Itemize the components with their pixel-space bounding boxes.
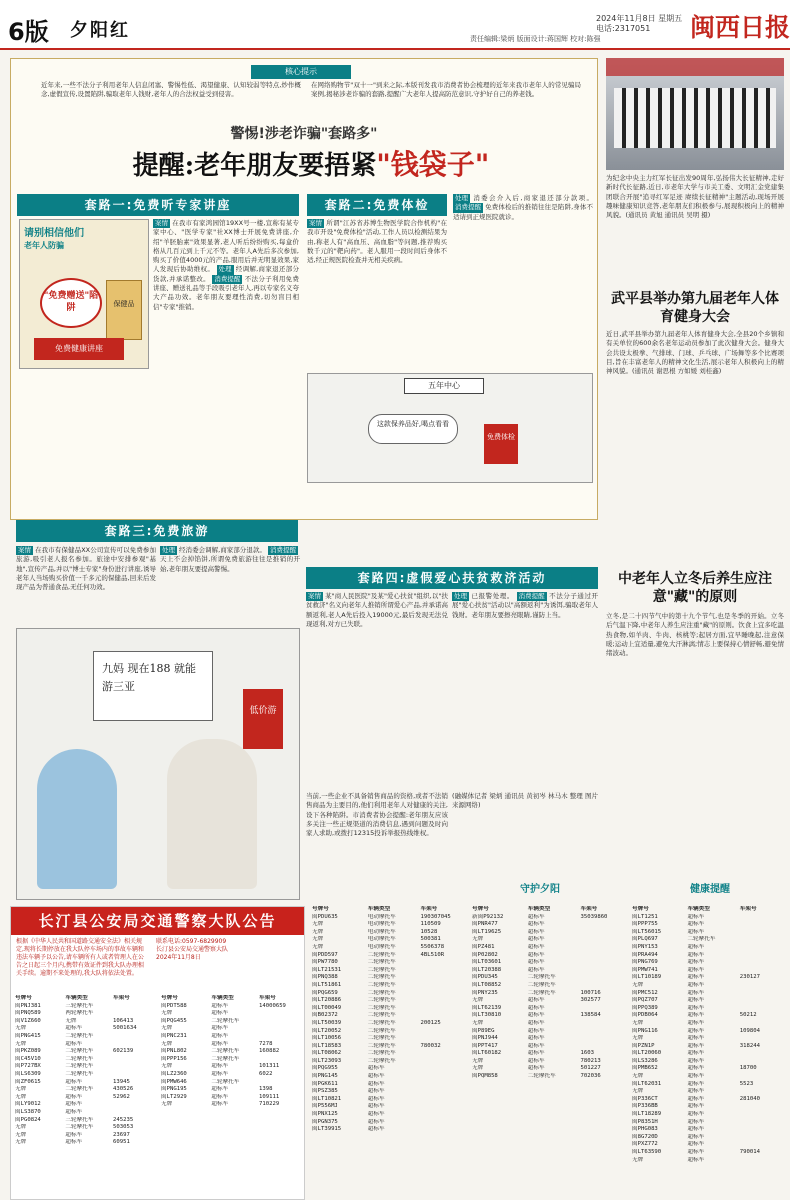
table-row: 无牌 超标车 23697	[15, 1131, 130, 1138]
table-row: 闽PQG955 超标车	[312, 1065, 385, 1072]
table-row: 闽P8351H 超标车	[632, 1118, 705, 1125]
section1-title: 套路一:免费听专家讲座	[17, 194, 299, 216]
section3-body-left: 案情 在我市有保健品XX公司宣传可以免费参加旅游,吸引老人报名参加。旅途中安排参观"基地",宣传产品,并以"博士专家"身份进行讲座,诱导老年人当场购买价值一千多元的保健品,回来后发现产品为普通食品,无任何功效。	[16, 546, 156, 592]
speech-bubble: 这款保养品好,喝点看看	[368, 414, 458, 444]
table-row: 闽LT03601 超标车	[472, 959, 545, 966]
table-row: 闽LT19625 超标车	[472, 928, 545, 935]
table-row: 闽PMC512 超标车	[632, 989, 705, 996]
table-row: 无牌 超标车 501227	[472, 1065, 601, 1072]
table-row: 闽LT08062 二轮摩托车	[312, 1050, 396, 1057]
table-row: 闽PMB652 超标车 18700	[632, 1065, 757, 1072]
table-row: 无牌 超标车	[15, 1040, 83, 1047]
table-row: 闽P336CT 超标车 281040	[632, 1095, 761, 1102]
section-title: 夕阳红	[70, 20, 130, 41]
table-row: 闽LT23093 二轮摩托车	[312, 1057, 396, 1064]
table-row: 闽LT10056 二轮摩托车	[312, 1035, 396, 1042]
vehicle-table-d	[472, 906, 627, 1200]
section3-body-right: 处理 经消委会调解,商家部分退款。 消费提醒天上不会掉馅饼,所谓免费旅游往往是推销的开始,老年朋友要提高警惕。	[160, 546, 300, 573]
clinic-sign: 五年中心	[404, 378, 484, 394]
table-row: 闽PMW646 二轮摩托车	[161, 1078, 240, 1085]
table-row: 闽PNG195 超标车 1398	[161, 1086, 273, 1093]
checkup-flag: 免费体检	[484, 424, 518, 464]
table-header: 号牌号 车辆类型 车架号	[15, 995, 130, 1001]
table-row: 闽P556MJ 超标车	[312, 1103, 385, 1110]
closing-text: 当前,一些企业不具备销售商品的资格,或者不法销售商品为主要目的,他们利用老年人对健康的关注,设下各种陷阱。市消费者协会提醒:老年朋友应该多关注一些正规渠道的消费信息,遇到问题及时向家人求助,或拨打12315投诉举报热线维权。	[306, 792, 448, 838]
table-row: 闽LT30810 超标车 138584	[472, 1012, 601, 1019]
intro-right: 在网络购物节"双十一"到来之际,本版刊发我市消费者协会梳理的近年来我市老年人的常见骗局案例,揭秘涉老诈骗的套路,提醒广大老年人提高防范意识,守护好自己的养老钱。	[311, 81, 581, 99]
section4-title: 套路四:虚假爱心扶贫救济活动	[306, 567, 598, 589]
table-row: 闽ZF0615 超标车 13945	[15, 1078, 130, 1085]
table-row: 闽PNL802 二轮摩托车 160882	[161, 1048, 280, 1055]
table-row: 闽PGN375 超标车	[312, 1118, 385, 1125]
kicker: 警惕!涉老诈骗"套路多"	[230, 126, 378, 142]
table-row: 闽PPQ389 超标车	[632, 1004, 705, 1011]
table-row: 闽PPP156 二轮摩托车	[161, 1055, 240, 1062]
table-row: 闽LT56015 超标车	[632, 928, 705, 935]
guard-stamp: 守护夕阳	[520, 884, 560, 895]
table-row: 闽PPT417 超标车	[472, 1042, 545, 1049]
table-row: 闽PDU635 电动摩托车 190307045	[312, 913, 451, 920]
table-row: 无牌 电动摩托车 500381	[312, 936, 441, 943]
table-row: 闽LT63590 超标车 790014	[632, 1149, 761, 1155]
table-row: 闽LT18289 超标车	[632, 1111, 705, 1118]
notice-text: 根据《中华人民共和国道路交通安全法》相关规定,现将长期停放在我大队停车场内的事故车辆和违法车辆予以公告,请车辆所有人或者管理人在公告之日起三个月内,携带有效证件到我大队办理相关手续。逾期不来处理的,我大队将依法处置。	[16, 938, 144, 977]
right-column	[606, 58, 784, 520]
table-row: 闽LT20052 二轮摩托车	[312, 1027, 396, 1034]
table-row: 闽LS3286 超标车	[632, 1057, 705, 1064]
table-row: 无牌 超标车	[632, 1156, 705, 1163]
table-row: 无牌 超标车 60951	[15, 1139, 130, 1146]
table-row: 闽LT39915 超标车	[312, 1126, 385, 1133]
staff-line: 责任编辑:梁炳 版面设计:蒋国辉 校对:陈强	[470, 35, 601, 43]
table-row: 闽PKZ089 二轮摩托车 602139	[15, 1048, 134, 1055]
table-header: 号牌号 车辆类型 车架号	[472, 906, 598, 912]
choir-figures	[614, 88, 776, 148]
table-row: 闽PG0824 三轮摩托车 245235	[15, 1116, 134, 1123]
table-row: 闽V1Z660 无牌 106413	[15, 1017, 134, 1024]
table-row: 闽LY9012 超标车	[15, 1101, 83, 1108]
core-tip-badge: 核心提示	[251, 65, 351, 79]
table-row: 无牌 超标车	[161, 1025, 229, 1032]
table-row: 闽PNG415 二轮摩托车	[15, 1032, 94, 1039]
table-row: 无牌 超标车	[161, 1010, 229, 1017]
table-row: 无牌 二轮摩托车 503053	[15, 1124, 134, 1131]
table-row: 闽LT1251 超标车	[632, 913, 705, 920]
feature-panel	[10, 58, 598, 520]
article1-title: 武平县举办第九届老年人体育健身大会	[611, 291, 779, 325]
table-row: 闽PNG145 超标车	[312, 1073, 385, 1080]
section2-body-right: 处理 消委会介入后,商家退还部分款项。 消费提醒 免费体检后的推销往往是陷阱,身体不适请到正规医院就诊。	[453, 194, 593, 221]
vehicle-table-c	[312, 906, 467, 1200]
table-row: 闽PLQ697 二轮摩托车	[632, 936, 716, 943]
table-row: 无牌 超标车 302577	[472, 997, 601, 1004]
table-row: 闽P336BB 超标车	[632, 1103, 705, 1110]
photo-caption: 为纪念中央主力红军长征出发90周年,弘扬伟大长征精神,走好新时代长征路,近日,市老年大学与市关工委、文明汇金党建集团联合开展"追寻红军足迹 赓续长征精神"主题活动,现场开展趣味健康知识竞答,老年朋友们积极参与,展现积极向上的精神风貌。(通讯员 黄旭 通讯员 吴明 摄)	[606, 174, 784, 220]
date-text: 2024年11月8日 星期五	[596, 14, 683, 23]
table-row: 无牌 超标车 7278	[161, 1040, 273, 1047]
table-row: 闽PQZ707 超标车	[632, 997, 705, 1004]
table-row: 闽LT00049 二轮摩托车	[312, 1004, 396, 1011]
section2-title: 套路二:免费体检	[307, 194, 447, 216]
lecture-banner: 免费健康讲座	[34, 338, 124, 360]
table-row: 闽PNY235 二轮摩托车 100716	[472, 989, 601, 996]
table-row: 闽PNG769 超标车	[632, 959, 705, 966]
table-row: 闽PQG659 二轮摩托车	[312, 989, 396, 996]
table-row: 闽LT08852 二轮摩托车	[472, 981, 556, 988]
table-row: 闽PDU345 二轮摩托车	[472, 974, 556, 981]
table-row: 无牌 超标车	[632, 1035, 705, 1042]
masthead	[0, 0, 790, 50]
vehicle-table-b	[161, 995, 301, 1195]
article1-body: 近日,武平县举办第九届老年人体育健身大会,全县20个乡镇和有关单位的600余名老年运动员参加了此次健身大会。健身大会共设太极拳、气排球、门球、乒乓球、广场舞等多个比赛项目,旨在丰富老年人的精神文化生活,展示老年人积极向上的精神风貌。(通讯员 谢思根 方如媛 刘桂鑫)	[606, 330, 784, 376]
table-row: 闽PNJ944 超标车	[472, 1035, 545, 1042]
table-row: 闽PDT588 超标车 14000659	[161, 1002, 286, 1009]
table-row: 闽LT51861 二轮摩托车	[312, 981, 396, 988]
table-row: 闽LZ2360 超标车 6022	[161, 1070, 273, 1077]
gift-trap-bubble: "免费赠送"陷阱	[40, 278, 102, 328]
article2-title: 中老年人立冬后养生应注意"藏"的原则	[618, 571, 772, 605]
table-row: 无牌 电动摩托车 10528	[312, 928, 438, 935]
table-row: 闽P02802 超标车	[472, 951, 545, 958]
section2-illustration	[307, 373, 593, 483]
table-row: 无牌 电动摩托车 5506378	[312, 943, 445, 950]
table-row: 闽PXZ772 超标车	[632, 1141, 705, 1148]
choir-photo	[606, 58, 784, 170]
section3-illustration	[16, 628, 300, 900]
table-row: 闽LT10821 超标车	[312, 1095, 385, 1102]
date-line	[596, 14, 682, 34]
table-row: 无牌 电动摩托车 110509	[312, 921, 441, 928]
traffic-police-notice	[10, 906, 305, 1200]
table-row: 闽PNR477 超标车	[472, 921, 545, 928]
page-number: 6版	[8, 18, 49, 46]
table-row: 闽PNC231 超标车	[161, 1032, 229, 1039]
closing-credit: (融媒体记者 梁炳 通讯员 黄初岑 林马木 整理 图片来源网络)	[452, 792, 598, 810]
table-row: 闽LT20886 二轮摩托车	[312, 997, 396, 1004]
table-row: 闽PZ481 超标车	[472, 943, 545, 950]
guide-figure	[167, 739, 257, 889]
table-row: 闽PNY153 超标车	[632, 943, 705, 950]
table-header: 号牌号 车辆类型 车架号	[312, 906, 438, 912]
table-row: 无牌 超标车 101311	[161, 1063, 280, 1070]
headline	[71, 143, 551, 183]
table-row: 闽B02372 二轮摩托车	[312, 1012, 396, 1019]
table-row: 闽PZN1P 超标车 318244	[632, 1042, 761, 1049]
table-row: 闽PNQ589 两轮摩托车	[15, 1010, 94, 1017]
supplement-box: 保健品	[106, 280, 142, 340]
intro-left: 近年来,一些不法分子利用老年人信息闭塞、警惕性低、渴望健康、认知较弱等特点,炒作概念,虚假宣传,设置陷阱,骗取老年人钱财,老年人的合法权益受到侵害。	[41, 81, 301, 99]
ill-slogan: 请别相信他们 老年人防骗	[24, 228, 84, 250]
table-row: 闽P89EG 超标车	[472, 1027, 545, 1034]
section1-body: 案情 在我市有家鸿园馆19XX号一楼,宣称有某专家中心、"医学专家"社XX博士开展免费讲座,介绍"羊胚胎素"效果显著,老人听后纷纷购买,每盒价格从几百元到上千元不等。老年人A先后多次参加,购买了价值4000元的产品,服用后并无明显效果,家人发现后协助维权。 处理 经调解,商家退还部分货款,并承诺整改。 消费提醒 不法分子利用免费讲座、赠送礼品等手段吸引老年人,再以专家名义夸大产品功效。老年朋友要理性消费,切勿盲目相信"专家"推销。	[153, 219, 299, 311]
table-row: 闽PHG083 超标车	[632, 1126, 705, 1133]
table-row: 闽LT62139 超标车	[472, 1004, 545, 1011]
table-row: 无牌 超标车	[472, 936, 545, 943]
table-row: 闽LT20388 超标车	[472, 966, 545, 973]
section2-body-left: 案情 所谓"江苏省苏博生物医学院合作机构"在我市开设"免费体检"活动,工作人员以检测结果为由,称老人有"高血压、高血脂"等问题,推荐购买数千元的"靶向药"。老人服用一段时间后身体不适,经正规医院检查并无相关疾病。	[307, 219, 447, 265]
table-row: 闽LT20060 超标车	[632, 1050, 705, 1057]
phone-text: 电话:2317051	[596, 24, 651, 33]
table-row: 闽PNQ388 二轮摩托车	[312, 974, 396, 981]
table-row: 闽LT21531 二轮摩托车	[312, 966, 396, 973]
newspaper-logo: 闽西日报	[690, 13, 790, 42]
stage-banner	[606, 58, 784, 76]
table-row: 闽PNG116 超标车 109804	[632, 1027, 761, 1034]
table-row: 闽PNJ381 三轮摩托车	[15, 1002, 94, 1009]
table-row: 闽LT60182 超标车 1603	[472, 1050, 594, 1057]
table-row: 闽PPP755 超标车	[632, 921, 705, 928]
table-row: 闽PRA494 超标车	[632, 951, 705, 958]
table-row: 无牌 超标车 780213	[472, 1057, 601, 1064]
table-row: 无牌 超标车	[632, 1088, 705, 1095]
table-row: 闽PQM858 二轮摩托车 702036	[472, 1073, 601, 1080]
table-row: 无牌 超标车	[632, 1019, 705, 1026]
table-row: 无牌 二轮摩托车 430526	[15, 1086, 134, 1093]
headline-main: 提醒:老年朋友要捂紧	[132, 151, 377, 181]
health-stamp: 健康提醒	[690, 884, 730, 895]
table-row: 闽LT62031 超标车 5523	[632, 1080, 754, 1087]
elderly-figure	[37, 749, 117, 889]
table-row: 闽LT18583 二轮摩托车 780032	[312, 1042, 441, 1049]
table-header: 号牌号 车辆类型 车架号	[632, 906, 757, 912]
table-row: 闽LT50039 二轮摩托车 200125	[312, 1019, 441, 1026]
table-row: 无牌 超标车 5001634	[15, 1025, 137, 1032]
table-row: 闽PNX125 超标车	[312, 1111, 385, 1118]
headline-accent: "钱袋子"	[376, 148, 490, 181]
table-row: 闽LT2929 超标车 109111	[161, 1093, 280, 1100]
vehicle-table-e	[632, 906, 786, 1200]
notice-title: 长汀县公安局交通警察大队公告	[11, 907, 304, 935]
table-row: 无牌 超标车	[632, 981, 705, 988]
table-row: 闽LT10189 超标车 230127	[632, 974, 761, 981]
table-row: 闽PGK611 超标车	[312, 1080, 385, 1087]
table-row: 无牌 超标车 52962	[15, 1093, 130, 1100]
table-row: 无牌 超标车 710229	[161, 1101, 280, 1108]
table-row: 闽PSZ385 超标车	[312, 1088, 385, 1095]
section3-title: 套路三:免费旅游	[16, 520, 298, 542]
table-row: 闽LS3870 超标车	[15, 1108, 83, 1115]
tour-ad-sign: 九妈 现在188 就能游三亚	[93, 651, 213, 721]
table-row: 闽PMW741 超标车	[632, 966, 705, 973]
table-row: 闽P727BX 二轮摩托车	[15, 1063, 94, 1070]
article2-body: 立冬,是二十四节气中的第十九个节气,也是冬季的开始。立冬后气温下降,中老年人养生应注重"藏"的原则。饮食上宜多吃温热食物,如羊肉、牛肉、核桃等;起居方面,宜早睡晚起,注意保暖;运动上宜适量,避免大汗淋漓;情志上要保持心情舒畅,避免情绪波动。	[606, 612, 784, 658]
table-row: 新闽P92132 超标车 35039860	[472, 913, 608, 920]
table-row: 闽PW7780 二轮摩托车	[312, 959, 396, 966]
table-row: 闽8G720D 超标车	[632, 1133, 705, 1140]
table-row: 闽PDD597 二轮摩托车 4BL510R	[312, 951, 445, 958]
low-price-flag: 低价游	[243, 689, 283, 749]
notice-contact: 联系电话:0597-6829909 长汀县公安局交通警察大队 2024年11月8日	[156, 938, 229, 961]
table-row: 闽LS6309 二轮摩托车	[15, 1070, 94, 1077]
table-row: 闽PQG455 二轮摩托车	[161, 1017, 240, 1024]
section1-illustration	[19, 219, 149, 369]
table-row: 闽PDB064 超标车 50212	[632, 1012, 757, 1019]
table-row: 闽C45V10 二轮摩托车	[15, 1055, 94, 1062]
table-header: 号牌号 车辆类型 车架号	[161, 995, 276, 1001]
table-row: 无牌 超标车	[632, 1073, 705, 1080]
section4-body-right: 处理 已报警处理。 消费提醒 不法分子通过开展"爱心扶贫"活动以"高额返利"为诱饵,骗取老年人钱财。老年朋友要擦亮眼睛,谨防上当。	[452, 592, 598, 619]
section4-body-left: 案情 某"商人民医院"及某"爱心扶贫"组织,以"扶贫救济"名义向老年人推销所谓爱心产品,并承诺高额返利,老人A先后投入19000元,最后发现无法兑现返利,对方已失联。	[306, 592, 448, 628]
vehicle-table-a	[15, 995, 155, 1195]
table-row: 无牌 超标车	[472, 1019, 545, 1026]
